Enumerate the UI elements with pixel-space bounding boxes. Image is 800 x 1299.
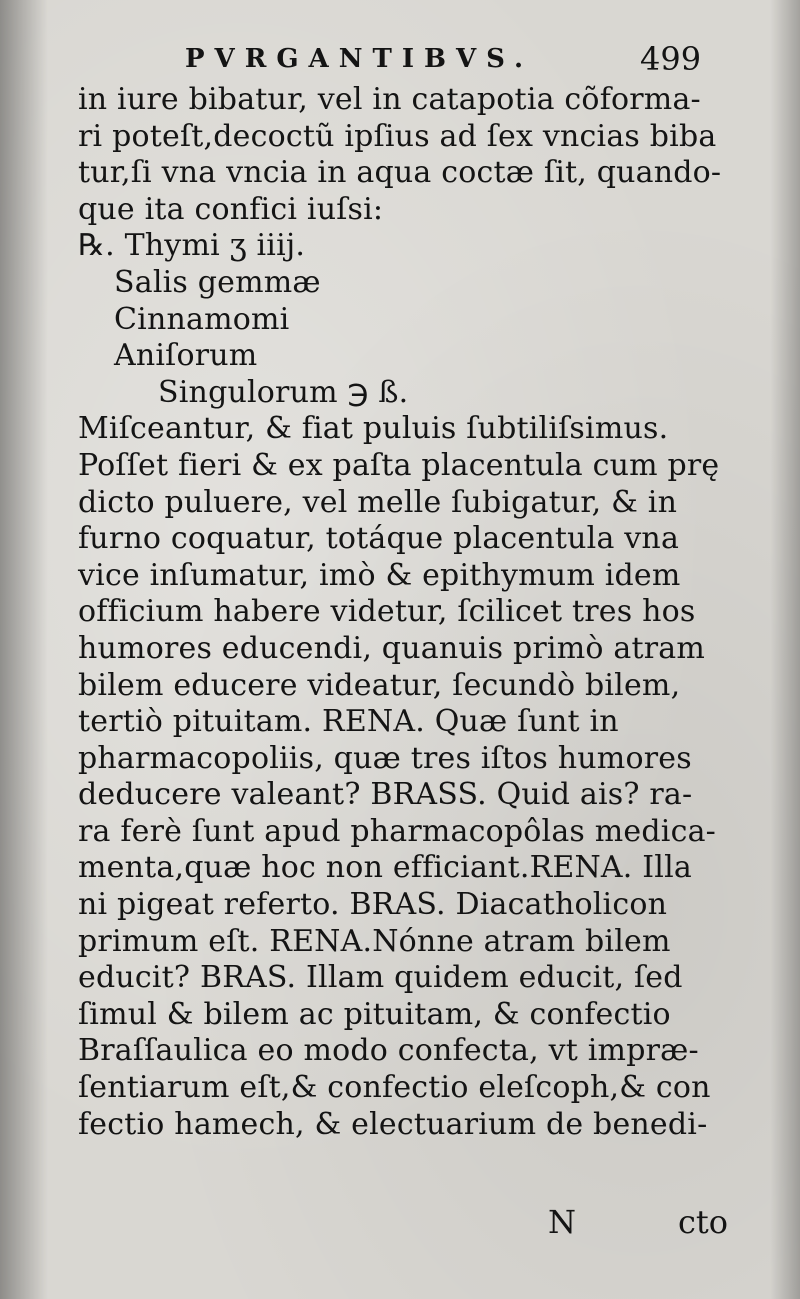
text-line: humores educendi, quanuis primò atram bbox=[78, 630, 705, 666]
text-line: ſentiarum eſt,& confectio eleſcoph,& con bbox=[78, 1070, 711, 1106]
text-line: menta,quæ hoc non efficiant.RENA. Illa bbox=[78, 850, 692, 886]
text-line: deducere valeant? BRASS. Quid ais? ra- bbox=[78, 777, 693, 813]
body-text bbox=[78, 82, 728, 1143]
text-line: Braſſaulica eo modo confecta, vt impræ- bbox=[78, 1033, 699, 1069]
text-line: educit? BRAS. Illam quidem educit, ſed bbox=[78, 960, 683, 996]
text-line: officium habere videtur, ſcilicet tres hos bbox=[78, 594, 696, 630]
text-line: tertiò pituitam. RENA. Quæ ſunt in bbox=[78, 704, 619, 740]
page-number: 499 bbox=[640, 40, 702, 78]
recipe-line: Singulorum ℈ ß. bbox=[158, 374, 409, 410]
text-line: ni pigeat referto. BRAS. Diacatholicon bbox=[78, 887, 668, 923]
recipe-line: Cinnamomi bbox=[114, 301, 290, 337]
text-line: fectio hamech, & electuarium de benedi- bbox=[78, 1106, 708, 1142]
recipe-line: ℞. Thymi ʒ iiij. bbox=[78, 228, 306, 264]
page-footer bbox=[548, 1203, 728, 1243]
text-line: que ita confici iuſsi: bbox=[78, 191, 384, 227]
text-line: Poſſet fieri & ex paſta placentula cum prę bbox=[78, 447, 720, 483]
text-line: pharmacopoliis, quæ tres iſtos humores bbox=[78, 740, 692, 776]
text-line: bilem educere videatur, ſecundò bilem, bbox=[78, 667, 681, 703]
text-line: Miſceantur, & fiat puluis ſubtiliſsimus. bbox=[78, 411, 669, 447]
recipe-line: Aniſorum bbox=[114, 338, 258, 374]
catchword: cto bbox=[677, 1203, 728, 1241]
text-line: in iure bibatur, vel in catapotia cõforma- bbox=[78, 82, 701, 117]
text-line: ri poteſt,decoctũ ipſius ad ſex vncias biba bbox=[78, 118, 717, 154]
text-line: ra ferè ſunt apud pharmacopôlas medica- bbox=[78, 813, 716, 849]
signature-mark: N bbox=[548, 1203, 576, 1241]
text-line: dicto puluere, vel melle ſubigatur, & in bbox=[78, 484, 678, 520]
running-head: PVRGANTIBVS. bbox=[185, 44, 534, 74]
text-line: primum eſt. RENA.Nónne atram bilem bbox=[78, 923, 671, 959]
text-line: furno coquatur, totáque placentula vna bbox=[78, 521, 680, 557]
text-line: vice inſumatur, imò & epithymum idem bbox=[78, 557, 681, 593]
text-line: tur,ſi vna vncia in aqua coctæ ſit, quando- bbox=[78, 155, 722, 191]
text-line: ſimul & bilem ac pituitam, & confectio bbox=[78, 996, 671, 1032]
recipe-line: Salis gemmæ bbox=[114, 264, 321, 300]
